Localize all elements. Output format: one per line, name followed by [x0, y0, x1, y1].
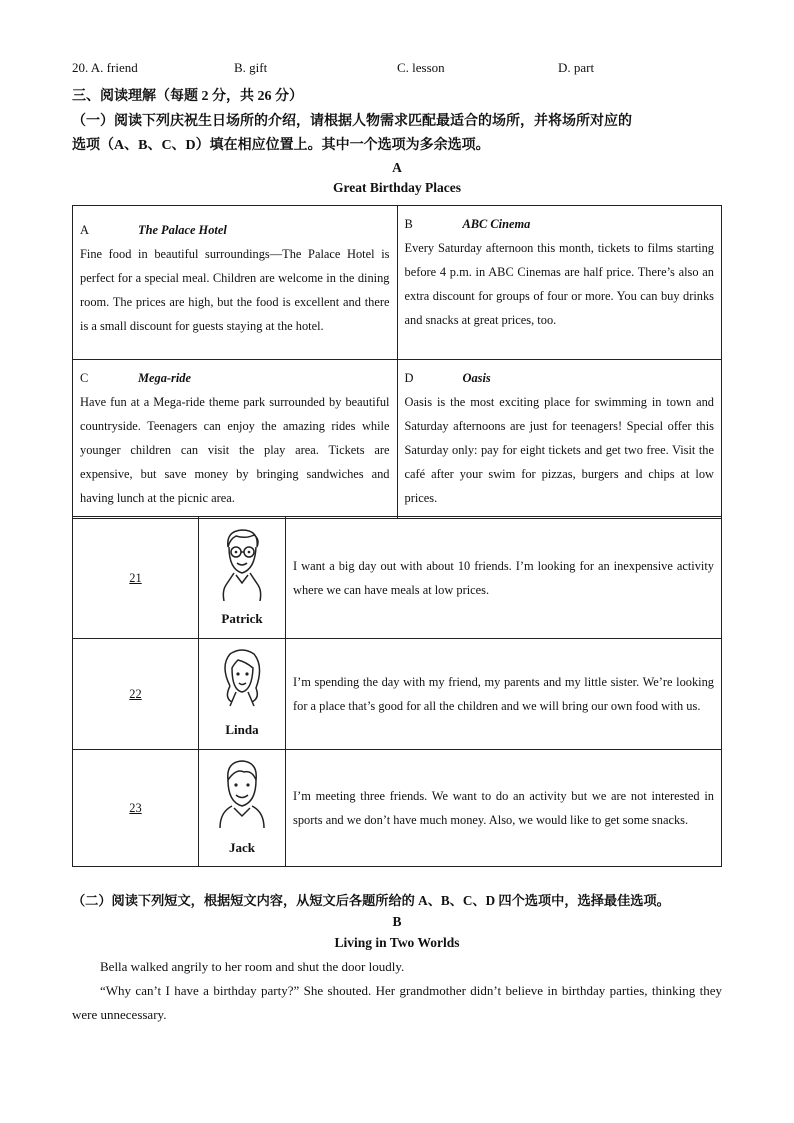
answer-blank-21[interactable] [73, 517, 199, 639]
person-row [73, 750, 722, 867]
option-b: B. gift [234, 60, 268, 75]
person-row [73, 517, 722, 639]
question-number: 21 [129, 570, 142, 585]
option-d: D. part [558, 60, 595, 75]
answer-blank-22[interactable] [73, 639, 199, 750]
place-description: Oasis is the most exciting place for swimming in town and Saturday afternoons are just for teenagers! Special offer this Saturday only: pay for eight tickets and get two free. Visit the café after your swim for pizzas, burgers and chips at low prices. [404, 395, 714, 505]
story-paragraph-2: “Why can’t I have a birthday party?” She shouted. Her grandmother didn’t believe in birthday parties, thinking they were unnecessary. [72, 983, 722, 1022]
place-cell-b [397, 206, 722, 360]
part-1-instruction-line-1: （一）阅读下列庆祝生日场所的介绍，请根据人物需求匹配最适合的场所，并将场所对应的 [72, 114, 632, 129]
person-row [73, 639, 722, 750]
place-name: ABC Cinema [462, 217, 531, 231]
person-need: I’m meeting three friends. We want to do an activity but we are not interested in sports and we don’t have much money. Also, we would like to get some snacks. [286, 750, 722, 867]
linda-avatar-icon [216, 646, 268, 712]
places-table [72, 205, 722, 519]
avatar-cell [199, 750, 286, 867]
passage-a-title: Great Birthday Places [333, 180, 461, 195]
place-letter: A [80, 223, 89, 237]
person-need: I want a big day out with about 10 friends. I’m looking for an inexpensive activity where we can have meals at low prices. [286, 517, 722, 639]
jack-avatar-icon [214, 756, 270, 830]
place-cell-d [397, 360, 722, 519]
option-c: C. lesson [397, 60, 445, 75]
place-letter: C [80, 371, 89, 385]
avatar-cell [199, 517, 286, 639]
place-cell-c [73, 360, 398, 519]
place-name: The Palace Hotel [138, 223, 227, 237]
question-number: 23 [129, 801, 142, 815]
answer-blank-23[interactable] [73, 750, 199, 867]
part-1-instruction-line-2: 选项（A、B、C、D）填在相应位置上。其中一个选项为多余选项。 [72, 138, 490, 153]
avatar-cell [199, 639, 286, 750]
place-letter: B [404, 217, 413, 231]
passage-a-letter: A [392, 160, 402, 175]
passage-b-letter: B [392, 914, 402, 929]
people-table [72, 516, 722, 867]
section-3-title: 三、阅读理解（每题 2 分，共 26 分） [72, 89, 303, 104]
place-description: Every Saturday afternoon this month, tickets to films starting before 4 p.m. in ABC Cinemas are half price. There’s also an extra discount for groups of four or more. You can buy drinks and snacks at great prices, too. [404, 241, 714, 327]
place-description: Have fun at a Mega-ride theme park surrounded by beautiful countryside. Teenagers can enjoy the amazing rides while younger children can visit the play area. Tickets are expensive, but save money by bringing sandwiches and having lunch at the picnic area. [80, 395, 390, 505]
place-name: Oasis [462, 371, 491, 385]
place-name: Mega-ride [138, 371, 191, 385]
place-description: Fine food in beautiful surroundings—The Palace Hotel is perfect for a special meal. Children are welcome in the dining room. The prices are high, but the food is excellent and there is a small discount for guests staying at the hotel. [80, 247, 390, 333]
place-letter: D [404, 371, 414, 385]
place-cell-a [73, 206, 398, 360]
patrick-avatar-icon [216, 525, 268, 601]
story-paragraph-1: Bella walked angrily to her room and shut the door loudly. [100, 959, 405, 974]
part-2-instruction: （二）阅读下列短文，根据短文内容，从短文后各题所给的 A、B、C、D 四个选项中，选择最佳选项。 [72, 893, 670, 908]
option-a: 20. A. friend [72, 60, 138, 75]
passage-b-title: Living in Two Worlds [334, 935, 460, 950]
person-name: Linda [225, 722, 259, 737]
person-name: Patrick [221, 610, 263, 626]
person-name: Jack [229, 840, 255, 855]
person-need: I’m spending the day with my friend, my parents and my little sister. We’re looking for a place that’s good for all the children and we will bring our own food with us. [286, 639, 722, 750]
question-number: 22 [129, 687, 142, 701]
